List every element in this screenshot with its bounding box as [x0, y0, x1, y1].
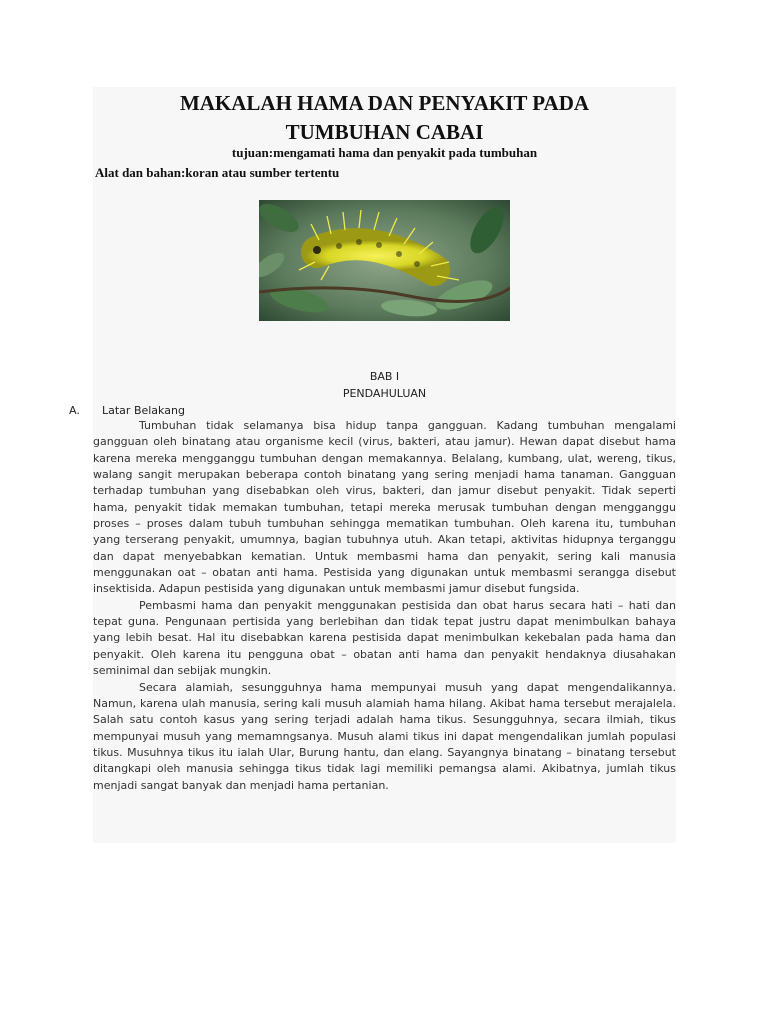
paragraph-2: Pembasmi hama dan penyakit menggunakan pestisida dan obat harus secara hati – hati dan tepat guna. Pengunaan pertisida yang berlebihan dan tidak tepat justru dapat menimbulkan bahaya yang lebih besat. Hal itu disebabkan karena pestisida dapat menimbulkan kekebalan pada hama dan penyakit. Oleh karena itu pengguna obat – obatan anti hama dan penyakit hendaknya diusahakan seminimal dan sebijak mungkin.	[93, 598, 676, 678]
caterpillar-photo	[259, 200, 510, 321]
goal-text: tujuan:mengamati hama dan penyakit pada tumbuhan	[231, 145, 538, 160]
chapter-number: BAB I	[369, 370, 400, 383]
document-page	[69, 87, 676, 843]
body-text	[93, 418, 676, 794]
title-line-1: MAKALAH HAMA DAN PENYAKIT PADA	[179, 91, 590, 115]
paragraph-3: Secara alamiah, sesungguhnya hama mempunyai musuh yang dapat mengendalikannya. Namun, karena ulah manusia, sering kali musuh alamiah hama hilang. Akibat hama tersebut merajalela. Salah satu contoh kasus yang sering terjadi adalah hama tikus. Sesungguhnya, secara ilmiah, tikus mempunyai musuh yang memamngsanya. Musuh alami tikus ini dapat mengendalikan jumlah populasi tikus. Musuhnya tikus itu ialah Ular, Burung hantu, dan elang. Sayangnya binatang – binatang tersebut ditangkapi oleh manusia sehingga tikus tidak lagi memiliki pemangsa alami. Akibatnya, jumlah tikus menjadi sangat banyak dan menjadi hama pertanian.	[93, 680, 676, 792]
section-heading	[69, 402, 185, 419]
section-letter: A.	[69, 404, 80, 417]
caterpillar-photo-icon	[259, 200, 510, 321]
paragraph-1: Tumbuhan tidak selamanya bisa hidup tanpa gangguan. Kadang tumbuhan mengalami gangguan oleh binatang atau organisme kecil (virus, bakteri, atau jamur). Hewan dapat disebut hama karena mereka mengganggu tumbuhan dengan memakannya. Belalang, kumbang, ulat, wereng, tikus, walang sangit merupakan beberapa contoh binatang yang sering menjadi hama tanaman. Gangguan terhadap tumbuhan yang disebabkan oleh virus, bakteri, dan jamur disebut penyakit. Tidak seperti hama, penyakit tidak memakan tumbuhan, tetapi mereka merusak tumbuhan dengan mengganggu proses – proses dalam tubuh tumbuhan sehingga mematikan tumbuhan. Oleh karena itu, tumbuhan yang terserang penyakit, umumnya, bagian tubuhnya utuh. Akan tetapi, aktivitas hidupnya terganggu dan dapat menyebabkan kematian. Untuk membasmi hama dan penyakit, sering kali manusia menggunakan oat – obatan anti hama. Pestisida yang digunakan untuk membasmi serangga disebut insektisida. Adapun pestisida yang digunakan untuk membasmi jamur disebut fungsida.	[93, 419, 676, 596]
tools-text: Alat dan bahan:koran atau sumber tertentu	[95, 165, 340, 180]
section-title: Latar Belakang	[102, 404, 185, 417]
page-title	[93, 89, 676, 147]
chapter-title: PENDAHULUAN	[342, 387, 427, 400]
title-line-2: TUMBUHAN CABAI	[285, 120, 484, 144]
